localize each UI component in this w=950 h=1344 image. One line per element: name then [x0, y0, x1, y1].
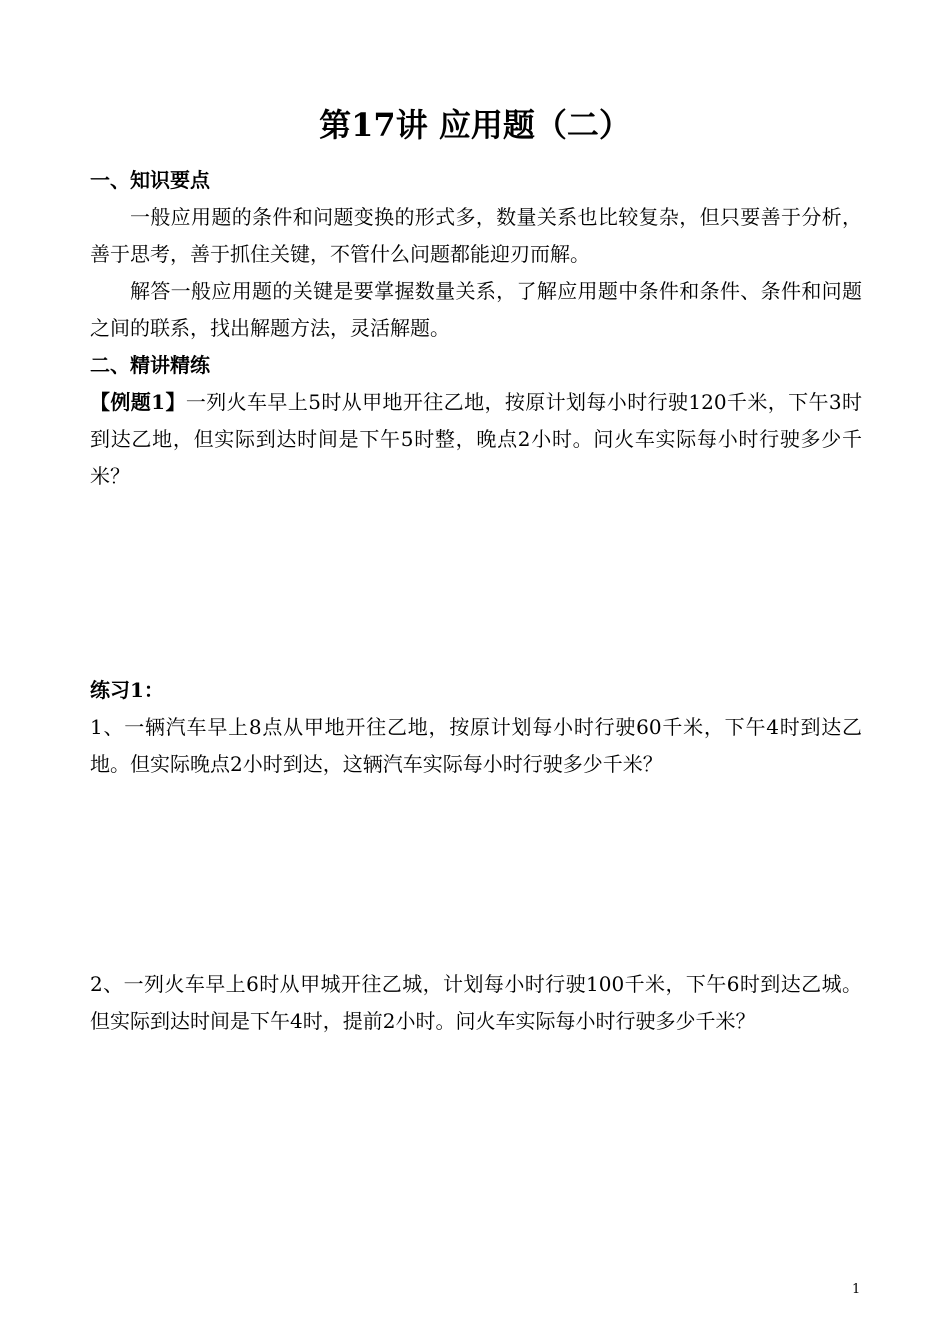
knowledge-section — [90, 162, 862, 495]
section-heading-practice: 二、精讲精练 — [90, 353, 210, 377]
paragraph: 解答一般应用题的关键是要掌握数量关系，了解应用题中条件和条件、条件和问题之间的联系，找出解题方法，灵活解题。 — [90, 279, 862, 340]
page-title: 第17讲 应用题（二） — [319, 106, 631, 144]
page-number: 1 — [852, 1282, 861, 1297]
example-1 — [90, 384, 862, 495]
practice-item: 2、一列火车早上6时从甲城开往乙城，计划每小时行驶100千米，下午6时到达乙城。但实际到达时间是下午4时，提前2小时。问火车实际每小时行驶多少千米？ — [90, 972, 862, 1033]
section-heading-knowledge: 一、知识要点 — [90, 168, 210, 192]
paragraph: 一般应用题的条件和问题变换的形式多，数量关系也比较复杂，但只要善于分析，善于思考，善于抓住关键，不管什么问题都能迎刃而解。 — [90, 205, 862, 266]
practice-section — [90, 672, 862, 783]
practice-item: 1、一辆汽车早上8点从甲地开往乙地，按原计划每小时行驶60千米，下午4时到达乙地。但实际晚点2小时到达，这辆汽车实际每小时行驶多少千米？ — [90, 715, 862, 776]
practice-heading: 练习1： — [90, 678, 164, 702]
example-text: 一列火车早上5时从甲地开往乙地，按原计划每小时行驶120千米，下午3时到达乙地，但实际到达时间是下午5时整，晚点2小时。问火车实际每小时行驶多少千米？ — [90, 390, 862, 488]
example-label: 【例题1】 — [90, 390, 186, 414]
